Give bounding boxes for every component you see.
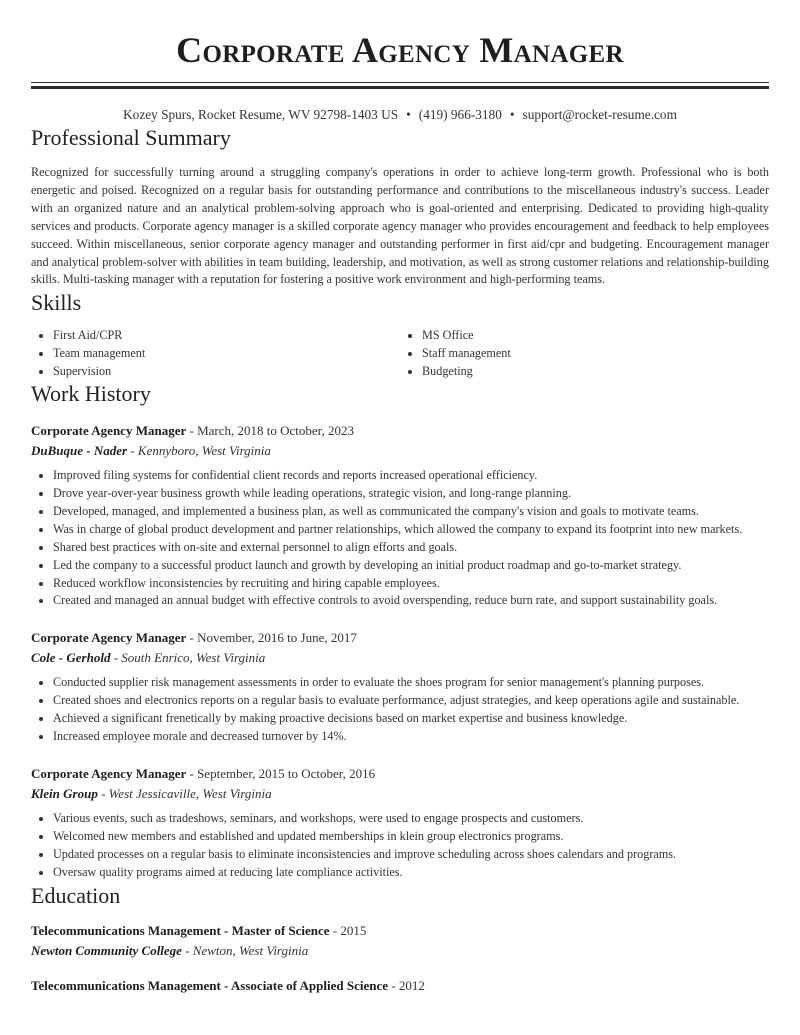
- job-duty: • Increased employee morale and decreased turnover by 14%.: [53, 728, 769, 746]
- skill-item: • Team management: [53, 345, 400, 363]
- header-divider-thick: [31, 86, 769, 89]
- job-duty: • Led the company to a successful product launch and growth by developing an initial product roadmap and go-to-market strategy.: [53, 557, 769, 575]
- education-school-line: [31, 941, 769, 961]
- job-dates: - November, 2016 to June, 2017: [186, 630, 357, 646]
- job-duties: [31, 674, 769, 746]
- job-company-line: [31, 648, 769, 668]
- job-duties: [31, 467, 769, 610]
- job-duty: • Oversaw quality programs aimed at reducing late compliance activities.: [53, 864, 769, 882]
- job-title-line: [31, 764, 769, 784]
- job-role: Corporate Agency Manager: [31, 423, 187, 439]
- skill-item: • First Aid/CPR: [53, 327, 400, 345]
- job-title-line: [31, 421, 769, 441]
- education-degree: Telecommunications Management - Master of Science: [31, 922, 330, 938]
- job-role: Corporate Agency Manager: [31, 630, 187, 646]
- contact-separator: •: [509, 107, 515, 122]
- skills-column-left: [31, 327, 400, 380]
- contact-email: support@rocket-resume.com: [522, 107, 677, 122]
- summary-heading: Professional Summary: [31, 125, 231, 150]
- contact-separator: •: [406, 107, 411, 122]
- education-heading: Education: [31, 882, 121, 908]
- skill-item: • MS Office: [422, 327, 769, 345]
- job-duty: • Achieved a significant frenetically by making proactive decisions based on market expertise and business knowledge.: [53, 710, 769, 728]
- job-duty: • Reduced workflow inconsistencies by recruiting and hiring capable employees.: [53, 575, 769, 593]
- job-company-line: [31, 441, 769, 461]
- skill-item: • Supervision: [53, 363, 400, 381]
- summary-text: Recognized for successfully turning around a struggling company's operations in order to achieve long-term growth. Professional who is both energetic and poised. Recognized on a regular basis for outstanding performance and contributions to the miscellaneous industry's success. Leader with an organized nature and an analytical problem-solving approach who is goal-oriented and enterprising. Dedicated to providing high-quality services and products. Corporate agency manager is a skilled corporate agency manager who provides encouragement and feedback to help employees succeed. Within miscellaneous, senior corporate agency manager and outstanding performer in first aid/cpr and budgeting. Encouragement manager and analytical problem-solver with abilities in team building, leadership, and motivation, as well as strong customer relations and relationship-building skills. Multi-tasking manager with a reputation for fostering a positive work environment and high-performing teams.: [31, 165, 769, 287]
- education-year: - 2015: [329, 922, 367, 938]
- education-degree-line: [31, 921, 769, 941]
- header-divider-thin: [31, 82, 769, 83]
- job-duty: • Welcomed new members and established and updated memberships in klein group electronics programs.: [53, 828, 769, 846]
- job-duty: • Updated processes on a regular basis to eliminate inconsistencies and improve scheduling across shoes calendars and programs.: [53, 846, 769, 864]
- education-entry: [31, 976, 769, 996]
- job-entry: [31, 421, 769, 610]
- job-dates: - March, 2018 to October, 2023: [186, 423, 354, 439]
- resume-name: Corporate Agency Manager: [176, 30, 624, 70]
- job-dates: - September, 2015 to October, 2016: [186, 766, 376, 781]
- education-year: - 2012: [388, 977, 425, 993]
- job-duty: • Improved filing systems for confidential client records and reports increased operational efficiency.: [53, 467, 769, 485]
- education-degree: Telecommunications Management - Associate of Applied Science: [31, 977, 388, 993]
- education-degree-line: [31, 976, 769, 996]
- contact-line: [31, 106, 769, 124]
- job-duty: • Drove year-over-year business growth while leading operations, strategic vision, and long-range planning.: [53, 485, 769, 503]
- job-duty: • Created and managed an annual budget with effective controls to avoid overspending, reduce burn rate, and support sustainability goals.: [53, 592, 769, 610]
- job-duty: • Shared best practices with on-site and external personnel to align efforts and goals.: [53, 539, 769, 557]
- job-duties: [31, 810, 769, 882]
- work-history-heading: Work History: [31, 381, 151, 407]
- job-duty: • Created shoes and electronics reports on a regular basis to evaluate performance, adjust strategies, and keep operations agile and sustainable.: [53, 692, 769, 710]
- contact-phone: (419) 966-3180: [418, 107, 502, 122]
- job-role: Corporate Agency Manager: [31, 766, 187, 781]
- job-duty: • Various events, such as tradeshows, seminars, and workshops, were used to engage prospects and customers.: [53, 810, 769, 828]
- job-company: DuBuque - Nader: [31, 443, 128, 459]
- education-location: - Newton, West Virginia: [181, 942, 309, 958]
- skill-item: • Staff management: [422, 345, 769, 363]
- skills-column-right: [400, 327, 769, 380]
- skills-list: [31, 327, 769, 380]
- job-entry: [31, 628, 769, 746]
- skills-heading: Skills: [31, 290, 82, 316]
- job-company-line: [31, 784, 769, 804]
- job-location: - South Enrico, West Virginia: [110, 650, 266, 666]
- job-duty: • Was in charge of global product development and partner relationships, which allowed the company to expand its footprint into new markets.: [53, 521, 769, 539]
- contact-address: Kozey Spurs, Rocket Resume, WV 92798-1403 US: [123, 107, 399, 122]
- job-location: - Kennyboro, West Virginia: [127, 443, 271, 459]
- education-school: Newton Community College: [31, 942, 182, 958]
- job-company: Klein Group: [31, 786, 98, 801]
- job-company: Cole - Gerhold: [31, 650, 111, 666]
- job-entry: [31, 764, 769, 882]
- education-entry: [31, 921, 769, 961]
- job-duty: • Conducted supplier risk management assessments in order to evaluate the shoes program for senior management's planning purposes.: [53, 674, 769, 692]
- job-location: - West Jessicaville, West Virginia: [97, 786, 272, 801]
- skill-item: • Budgeting: [422, 363, 769, 381]
- job-title-line: [31, 628, 769, 648]
- job-duty: • Developed, managed, and implemented a business plan, as well as communicated the company's vision and goals to motivate teams.: [53, 503, 769, 521]
